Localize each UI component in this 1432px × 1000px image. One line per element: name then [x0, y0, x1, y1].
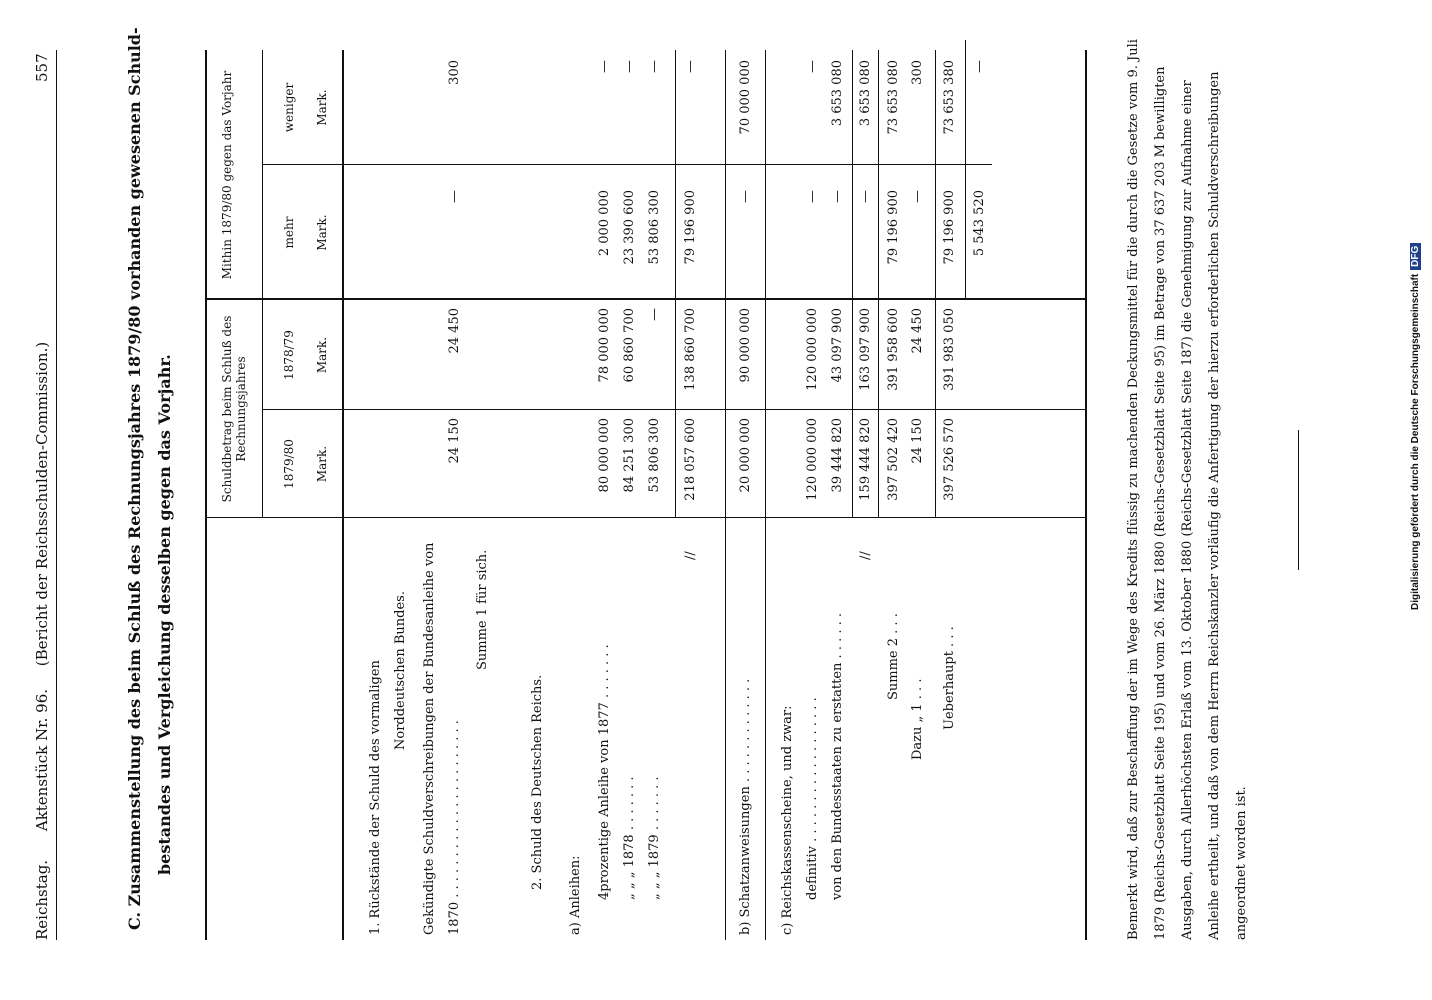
dazu-1-label: Dazu „ 1 . . .: [910, 678, 925, 760]
s2-c1-label: definitiv . . . . . . . . . . . . . . . . . .: [805, 697, 820, 900]
a2-weniger: —: [622, 60, 637, 73]
dazu-1879: 24 150: [910, 418, 925, 464]
a2-1878: 60 860 700: [622, 308, 637, 383]
col-weniger: weniger: [282, 82, 296, 133]
digitization-credit: [1410, 243, 1421, 610]
b-top-rule: [725, 50, 726, 940]
header-left: Reichstag.: [33, 859, 51, 940]
ueberhaupt-label: Ueberhaupt . . .: [942, 626, 957, 730]
s1-1879: 24 150: [447, 418, 462, 464]
col-1879-80: 1879/80: [282, 439, 296, 489]
a-subtotal-rule: [675, 50, 676, 518]
s1-weniger: 300: [447, 60, 462, 85]
sum2-weniger: 73 653 080: [886, 60, 901, 135]
section-1-item: Gekündigte Schuldverschreibungen der Bundesanleihe von: [422, 542, 437, 935]
digitization-credit-text: Digitalisierung gefördert durch die Deutsche Forschungsgemeinschaft: [1410, 273, 1421, 610]
a1-mehr: 2 000 000: [597, 190, 612, 257]
a-ditto-mark: //: [683, 551, 698, 560]
table-bottom-rule: [1085, 50, 1087, 940]
dfg-logo: DFG: [1410, 243, 1421, 270]
total-1879: 397 526 570: [942, 418, 957, 501]
col-mehr: mehr: [282, 216, 296, 249]
c-sum-mehr: —: [858, 190, 873, 203]
c-sum-1878: 163 097 900: [858, 308, 873, 391]
table-header-rule: [342, 50, 344, 940]
section-title-line2: bestandes und Vergleichung desselben gegen das Vorjahr.: [155, 354, 174, 875]
total-mehr: 79 196 900: [942, 190, 957, 265]
a-sum-1879: 218 057 600: [683, 418, 698, 501]
b-1878: 90 000 000: [738, 308, 753, 383]
c2-mehr: —: [830, 190, 845, 203]
a3-1879: 53 806 300: [647, 418, 662, 493]
group-header-schuld: Schuldbetrag beim Schluß des Rechnungsjahres: [220, 315, 248, 503]
group-header-rule: [262, 50, 263, 518]
s2-a-1877-label: 4prozentige Anleihe von 1877 . . . . . . .: [597, 644, 612, 900]
s1-mehr: —: [447, 190, 462, 203]
page-header: [33, 50, 51, 940]
s1-sum-label: Summe 1 für sich.: [475, 549, 490, 670]
c2-weniger: 3 653 080: [830, 60, 845, 127]
a2-mehr: 23 390 600: [622, 190, 637, 265]
s1-1878: 24 450: [447, 308, 462, 354]
col-1878-79: 1878/79: [282, 330, 296, 380]
col-mehr-unit: Mark.: [315, 214, 329, 251]
header-doc: Aktenstück Nr. 96.: [33, 688, 51, 832]
c2-1879: 39 444 820: [830, 418, 845, 493]
net-rule: [965, 40, 966, 300]
net-weniger: —: [972, 60, 987, 73]
c1-1878: 120 000 000: [805, 308, 820, 391]
c1-weniger: —: [805, 60, 820, 73]
a3-weniger: —: [647, 60, 662, 73]
a3-1878: —: [647, 308, 662, 321]
header-rule: [56, 50, 57, 940]
sum2-1879: 397 502 420: [886, 418, 901, 501]
total-rule: [935, 50, 936, 518]
col-1878-79-unit: Mark.: [315, 336, 329, 374]
a1-weniger: —: [597, 60, 612, 73]
a-sum-weniger: —: [683, 60, 698, 73]
header-center: (Bericht der Reichsschulden-Commission.): [33, 341, 51, 667]
a-sum-mehr: 79 196 900: [683, 190, 698, 265]
table-top-rule: [205, 50, 207, 940]
a3-mehr: 53 806 300: [647, 190, 662, 265]
c-sum-bottom-rule: [878, 50, 879, 518]
a1-1879: 80 000 000: [597, 418, 612, 493]
footnote: Bemerkt wird, daß zur Beschaffung der im Wege des Kredits flüssig zu machenden Deckungsmittel für die durch die Gesetze vom 9. Juli 1879 (Reichs-Gesetzblatt Seite 195) und vom 26. März 1880 (Reichs-Gesetzblatt Seite 95) im Betrage von 37 637 203 M bewilligten Ausgaben, durch Allerhöchsten Erlaß vom 13. Oktober 1880 (Reichs-Gesetzblatt Seite 187) die Genehmigung zur Aufnahme einer Anleihe ertheilt, und daß von dem Herrn Reichskanzler vorläufig die Anfertigung der hierzu erforderlichen Schuldverschreibungen angeordnet worden ist.: [1126, 39, 1249, 940]
dazu-mehr: —: [910, 190, 925, 203]
b-1879: 20 000 000: [738, 418, 753, 493]
c-sum-weniger: 3 653 080: [858, 60, 873, 127]
dazu-1878: 24 450: [910, 308, 925, 354]
s2-b-label: b) Schatzanweisungen . . . . . . . . . . . . .: [738, 678, 753, 935]
dazu-weniger: 300: [910, 60, 925, 85]
summe-2-label: Summe 2 . . .: [886, 613, 901, 700]
c1-mehr: —: [805, 190, 820, 203]
c2-1878: 43 097 900: [830, 308, 845, 383]
col-weniger-unit: Mark.: [315, 89, 329, 126]
col-1879-80-unit: Mark.: [315, 445, 329, 483]
end-rule: [1298, 430, 1299, 570]
s2-a-label: a) Anleihen:: [568, 855, 583, 935]
section-1-year: 1870 . . . . . . . . . . . . . . . . . . . . . .: [447, 720, 462, 935]
total-weniger: 73 653 380: [942, 60, 957, 135]
b-mehr: —: [738, 190, 753, 203]
c1-1879: 120 000 000: [805, 418, 820, 501]
s2-a-1879-label: „ „ „ 1879 . . . . . . .: [647, 776, 662, 900]
section-title-line1: C. Zusammenstellung des beim Schluß des Rechnungsjahres 1879/80 vorhanden gewesenen Schuld-: [125, 27, 144, 930]
sum2-mehr: 79 196 900: [886, 190, 901, 265]
a-sum-1878: 138 860 700: [683, 308, 698, 391]
section-2-heading: 2. Schuld des Deutschen Reichs.: [530, 674, 545, 890]
net-difference: 5 543 520: [972, 190, 987, 257]
page-number: 557: [33, 53, 51, 82]
col-rule-2: [262, 409, 1085, 410]
b-bottom-rule: [765, 50, 766, 940]
section-1-heading-2: Norddeutschen Bundes.: [393, 591, 408, 750]
s2-c-label: c) Reichskassenscheine, und zwar:: [780, 705, 795, 935]
b-weniger: 70 000 000: [738, 60, 753, 135]
s2-c2-label: von den Bundesstaaten zu erstatten . . . . . .: [830, 612, 845, 900]
c-sum-1879: 159 444 820: [858, 418, 873, 501]
sum2-1878: 391 958 600: [886, 308, 901, 391]
c-ditto-mark: //: [858, 551, 873, 560]
s2-a-1878-label: „ „ „ 1878 . . . . . . .: [622, 776, 637, 900]
c-subtotal-rule: [852, 50, 853, 518]
group-header-mithin: Mithin 1879/80 gegen das Vorjahr: [220, 70, 234, 280]
a1-1878: 78 000 000: [597, 308, 612, 383]
a2-1879: 84 251 300: [622, 418, 637, 493]
total-1878: 391 983 050: [942, 308, 957, 391]
section-1-heading: 1. Rückstände der Schuld des vormaligen: [368, 660, 383, 935]
